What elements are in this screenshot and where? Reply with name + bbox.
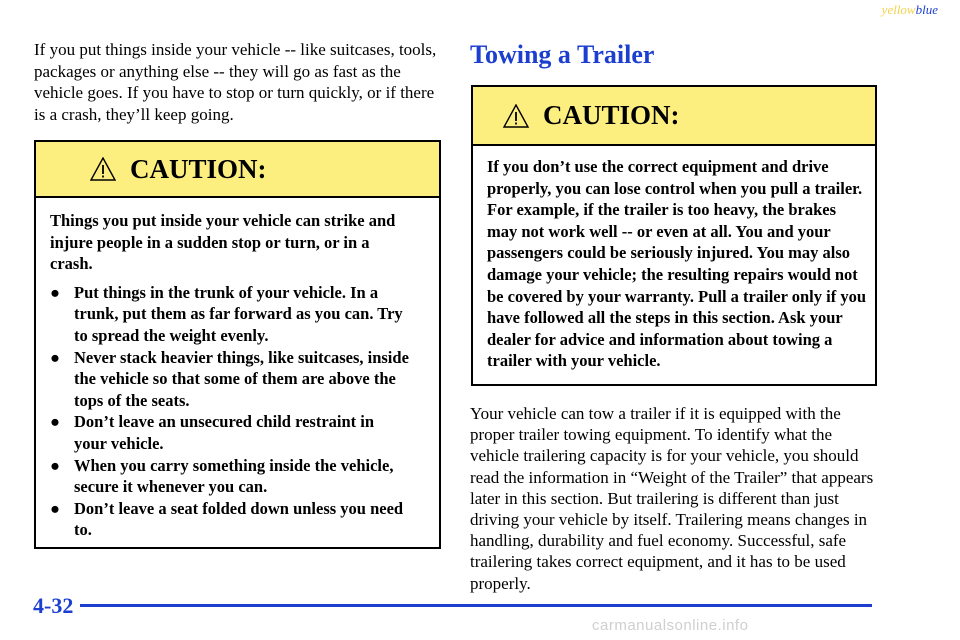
towing-paragraph: Your vehicle can tow a trailer if it is equipped with the proper trailer towing equipment. To identify what the vehicle trailering capacity is for your vehicle, you should read the information in “Weight of the Trailer” that appears later in this section. But trailering is different than just driving your vehicle by itself. Trailering means changes in handling, durability and fuel economy. Successful, safe trailering takes correct equipment, and it has to be used properly. [470, 404, 874, 593]
header-tag-blue: blue [915, 2, 938, 17]
caution-text: Things you put inside your vehicle can strike and injure people in a sudden stop or turn, or in a crash. [50, 211, 396, 274]
bullet-icon: ● [50, 455, 60, 475]
bullet-icon: ● [50, 498, 60, 518]
caution-bullet-item: ● Don’t leave a seat folded down unless you need to. [50, 498, 404, 540]
caution-header [473, 87, 875, 146]
caution-bullet-list [50, 282, 409, 541]
footer-divider [80, 604, 872, 607]
caution-body [473, 146, 875, 372]
caution-text: If you don’t use the correct equipment and drive properly, you can lose control when you pull a trailer. For example, if the trailer is too heavy, the brakes may not work well -- or even at all. You and your passengers could be seriously injured. You may also damage your vehicle; the resulting repairs would not be covered by your warranty. Pull a trailer only if you have followed all the steps in this section. Ask your dealer for advice and information about towing a trailer with your vehicle. [487, 157, 867, 371]
warning-triangle-icon [503, 104, 529, 128]
warning-triangle-icon [90, 157, 116, 181]
caution-box-towing [471, 85, 877, 386]
section-title-towing: Towing a Trailer [470, 40, 655, 69]
watermark-text: carmanualsonline.info [592, 617, 749, 634]
page-number: 4-32 [33, 593, 74, 618]
header-tag-yellow: yellow [881, 2, 916, 17]
caution-title: CAUTION: [543, 100, 680, 130]
intro-paragraph: If you put things inside your vehicle -- like suitcases, tools, packages or anything else -- they will go as fast as the vehicle goes. If you have to stop or turn quickly, or if there is a crash, they’ll keep going. [34, 40, 437, 124]
caution-bullet-item: ● Put things in the trunk of your vehicle. In a trunk, put them as far forward as you can. Try to spread the weight evenly. [50, 282, 403, 345]
bullet-icon: ● [50, 347, 60, 367]
bullet-icon: ● [50, 282, 60, 302]
caution-body [36, 198, 439, 541]
caution-bullet-item: ● Never stack heavier things, like suitcases, inside the vehicle so that some of them are above the tops of the seats. [50, 347, 409, 410]
caution-header [36, 142, 439, 198]
caution-bullet-item: ● When you carry something inside the vehicle, secure it whenever you can. [50, 455, 394, 497]
bullet-icon: ● [50, 412, 60, 432]
caution-title: CAUTION: [130, 153, 267, 184]
caution-bullet-item: ● Don’t leave an unsecured child restraint in your vehicle. [50, 412, 375, 453]
header-color-tag [882, 2, 938, 18]
caution-box-cargo [34, 140, 441, 549]
